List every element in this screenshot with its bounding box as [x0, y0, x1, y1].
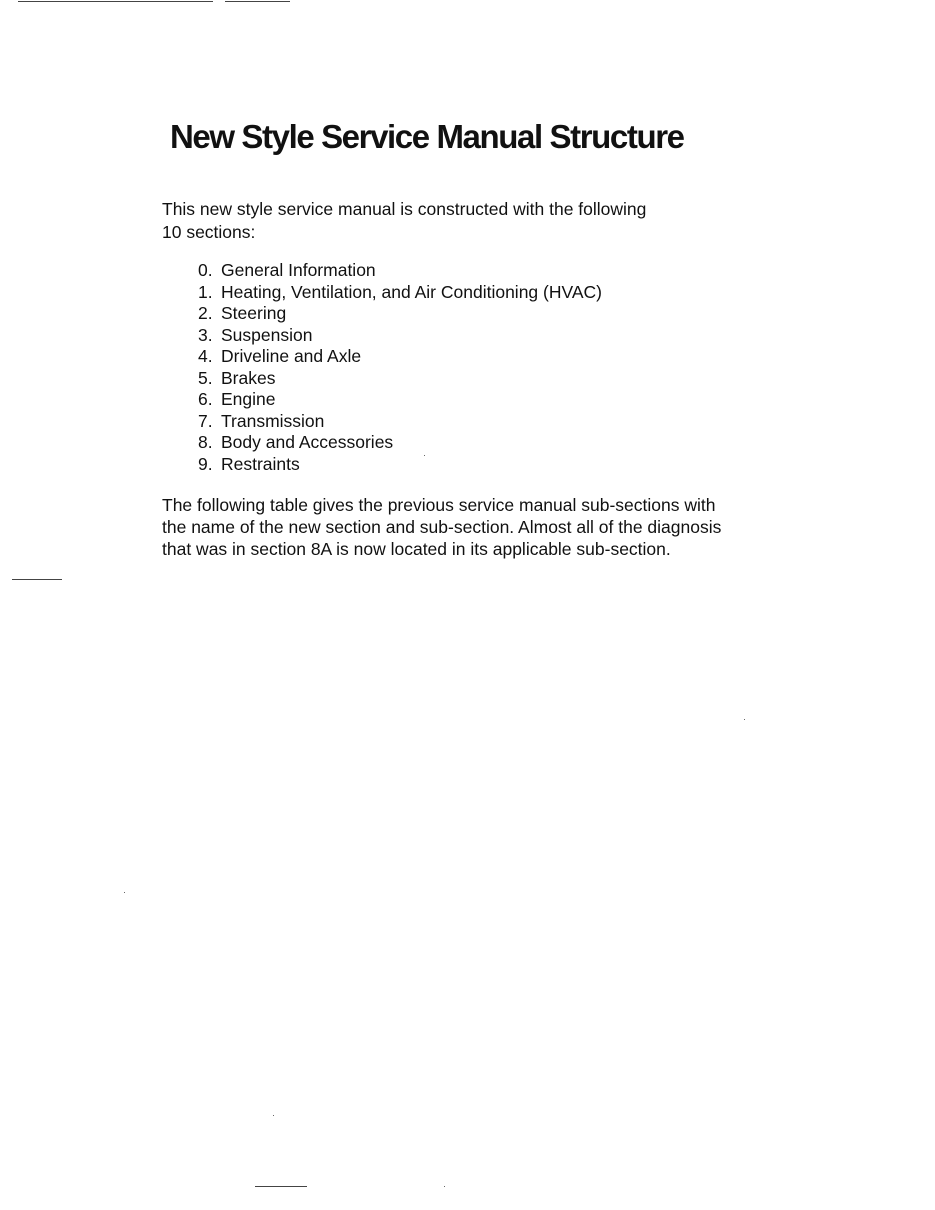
section-number: 7. — [198, 410, 213, 431]
section-number: 3. — [198, 324, 213, 345]
section-item — [198, 303, 602, 325]
scan-artifact-dot — [744, 719, 745, 720]
scan-artifact-bottom-mark — [255, 1186, 307, 1187]
section-item — [198, 346, 602, 368]
section-number: 6. — [198, 389, 213, 409]
outro-line: the name of the new section and sub-section. Almost all of the diagnosis — [162, 517, 722, 537]
section-label: Driveline and Axle — [221, 346, 362, 366]
section-number: 0. — [198, 260, 213, 280]
intro-line: This new style service manual is constructed with the following — [162, 199, 647, 219]
section-label: Brakes — [221, 367, 276, 388]
scan-artifact-top-line — [225, 1, 290, 2]
section-label: Suspension — [221, 324, 313, 345]
scan-artifact-left-mark — [12, 579, 62, 580]
outro-line: that was in section 8A is now located in its applicable sub-section. — [162, 539, 671, 559]
section-list — [198, 260, 602, 475]
outro-line: The following table gives the previous service manual sub-sections with — [162, 495, 716, 515]
section-item — [198, 454, 602, 476]
section-number: 2. — [198, 303, 213, 323]
section-item — [198, 282, 602, 304]
section-label: Heating, Ventilation, and Air Conditioning (HVAC) — [221, 281, 603, 302]
section-number: 9. — [198, 453, 213, 474]
scan-artifact-dot — [124, 892, 125, 893]
section-number: 8. — [198, 432, 213, 452]
intro-line: 10 sections: — [162, 222, 256, 242]
scan-artifact-dot — [273, 1115, 274, 1116]
section-label: Steering — [221, 303, 287, 323]
section-number: 1. — [198, 281, 213, 302]
section-item — [198, 389, 602, 411]
section-item — [198, 432, 602, 454]
section-number: 4. — [198, 346, 213, 366]
section-label: Engine — [221, 389, 276, 409]
section-item — [198, 368, 602, 390]
section-item — [198, 260, 602, 282]
section-item — [198, 325, 602, 347]
section-label: Restraints — [221, 453, 300, 474]
intro-paragraph — [162, 198, 702, 244]
section-number: 5. — [198, 367, 213, 388]
outro-paragraph — [162, 494, 721, 560]
section-item — [198, 411, 602, 433]
section-label: Transmission — [221, 410, 325, 431]
section-label: General Information — [221, 260, 376, 280]
page-title: New Style Service Manual Structure — [170, 118, 684, 155]
section-label: Body and Accessories — [221, 432, 394, 452]
scan-artifact-top-line — [18, 1, 213, 2]
scan-artifact-dot — [444, 1186, 445, 1187]
